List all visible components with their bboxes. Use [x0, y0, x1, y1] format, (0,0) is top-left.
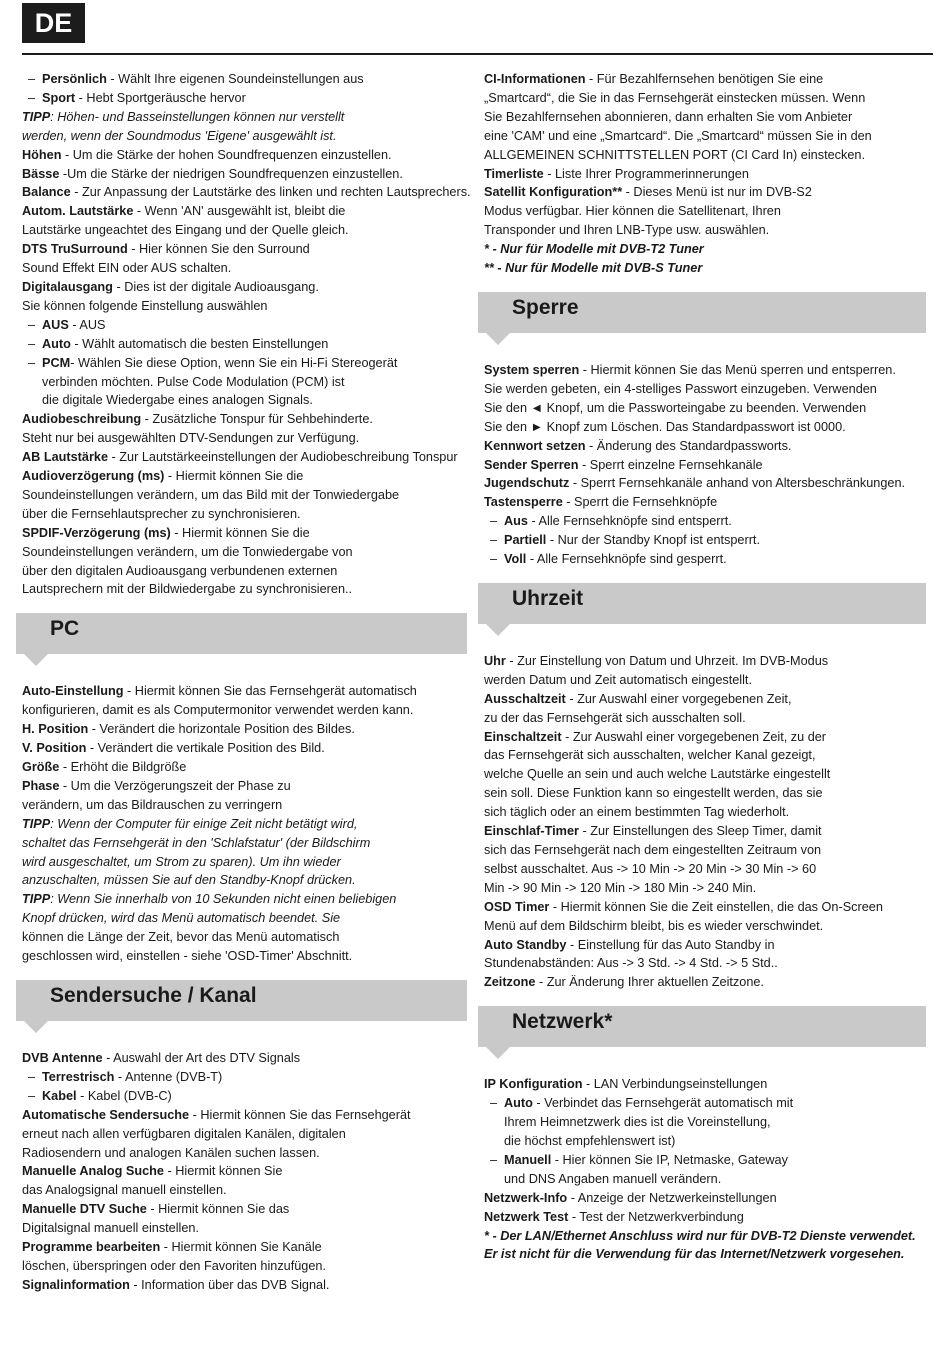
text-line: Autom. Lautstärke - Wenn 'AN' ausgewählt ist, bleibt die — [22, 204, 346, 219]
text-line: Einschlaf-Timer - Zur Einstellungen des Sleep Timer, damit — [484, 824, 822, 839]
footnote: ** - Nur für Modelle mit DVB-S Tuner — [484, 261, 703, 276]
term-label: Terrestrisch — [42, 1069, 115, 1084]
text-line: Bässe -Um die Stärke der niedrigen Soundfrequenzen einzustellen. — [22, 166, 403, 181]
section-title: Netzwerk* — [512, 1010, 613, 1034]
tip-text: TIPP: Höhen- und Basseinstellungen können nur verstellt — [22, 109, 345, 124]
text-line: H. Position - Verändert die horizontale Position des Bildes. — [22, 722, 355, 737]
term-label: DVB Antenne — [22, 1050, 103, 1065]
text-line: Auto-Einstellung - Hiermit können Sie das Fernsehgerät automatisch — [22, 684, 417, 699]
text-line: Soundeinstellungen verändern, um das Bild mit der Tonwiedergabe — [22, 487, 400, 502]
text-line: Lautstärke ungeachtet des Eingang und der Quelle gleich. — [22, 223, 349, 238]
term-label: Autom. Lautstärke — [22, 204, 134, 219]
text-line: Sie können folgende Einstellung auswählen — [22, 298, 268, 313]
text-line: Stundenabständen: Aus -> 3 Std. -> 4 Std. -> 5 Std.. — [484, 956, 778, 971]
text-line: CI-Informationen - Für Bezahlfernsehen benötigen Sie eine — [484, 72, 824, 86]
uhrzeit-list — [484, 652, 926, 992]
term-label: Höhen — [22, 147, 62, 162]
ci-list — [484, 70, 926, 278]
term-label: Timerliste — [484, 166, 544, 181]
text-line: V. Position - Verändert die vertikale Position des Bild. — [22, 741, 325, 756]
tip-text: schaltet das Fernsehgerät in den 'Schlafstatur' (der Bildschirm — [22, 835, 371, 850]
text-line: Kennwort setzen - Änderung des Standardpassworts. — [484, 438, 792, 453]
term-label: Manuelle DTV Suche — [22, 1202, 147, 1217]
term-label: Auto-Einstellung — [22, 684, 124, 699]
text-line: Netzwerk-Info - Anzeige der Netzwerkeinstellungen — [484, 1190, 777, 1205]
text-line: DTS TruSurround - Hier können Sie den Surround — [22, 242, 310, 257]
text-line: das Fernsehgerät sich ausschalten, welcher Kanal gezeigt, — [484, 748, 816, 763]
term-label: PCM — [42, 355, 71, 370]
left-column — [22, 70, 471, 1295]
text-line: eine 'CAM' und eine „Smartcard“. Die „Smartcard“ müssen Sie in den — [484, 128, 872, 143]
text-line: und DNS Angaben manuell verändern. — [504, 1171, 722, 1186]
sub-item: – Terrestrisch - Antenne (DVB-T) — [22, 1068, 467, 1087]
sub-item: – Aus - Alle Fernsehknöpfe sind entsperrt. — [484, 512, 926, 531]
text-line: Automatische Sendersuche - Hiermit können Sie das Fernsehgerät — [22, 1107, 411, 1122]
term-label: Balance — [22, 185, 71, 200]
text-line: Sound Effekt EIN oder AUS schalten. — [22, 261, 232, 276]
term-label: OSD Timer — [484, 899, 550, 914]
text-line: zu der das Fernsehgerät sich ausschalten soll. — [484, 710, 746, 725]
text-line: welche Quelle an sein und auch welche Lautstärke eingestellt — [484, 767, 831, 782]
text-line: sich das Fernsehgerät nach dem eingestellten Zeitraum von — [484, 843, 822, 857]
term-label: Persönlich — [42, 72, 107, 86]
tip-text: werden, wenn der Soundmodus 'Eigene' ausgewählt ist. — [22, 128, 337, 143]
text-line: Manuelle Analog Suche - Hiermit können Sie — [22, 1164, 283, 1179]
text-line: geschlossen wird, einstellen - siehe 'OSD-Timer' Abschnitt. — [22, 949, 353, 964]
tip-text: TIPP: Wenn der Computer für einige Zeit nicht betätigt wird, — [22, 816, 358, 831]
text-line: Satellit Konfiguration** - Dieses Menü ist nur im DVB-S2 — [484, 185, 812, 200]
term-label: AB Lautstärke — [22, 450, 109, 465]
text-line: Sie werden gebeten, ein 4-stelliges Passwort einzugeben. Verwenden — [484, 381, 877, 396]
text-line: IP Konfiguration - LAN Verbindungseinstellungen — [484, 1077, 768, 1092]
text-line: SPDIF-Verzögerung (ms) - Hiermit können Sie die — [22, 525, 310, 540]
term-label: Kabel — [42, 1088, 77, 1103]
term-label: Einschaltzeit — [484, 729, 562, 744]
term-label: Signalinformation — [22, 1277, 130, 1292]
text-line: Ausschaltzeit - Zur Auswahl einer vorgegebenen Zeit, — [484, 691, 792, 706]
text-line: Jugendschutz - Sperrt Fernsehkanäle anhand von Altersbeschränkungen. — [484, 476, 906, 491]
term-label: Digitalausgang — [22, 279, 113, 294]
term-label: Ausschaltzeit — [484, 691, 566, 706]
netzwerk-list — [484, 1075, 926, 1264]
text-line: Sender Sperren - Sperrt einzelne Fernsehkanäle — [484, 457, 763, 472]
text-line: können die Länge der Zeit, bevor das Menü automatisch — [22, 930, 340, 945]
term-label: Netzwerk Test — [484, 1209, 569, 1224]
term-label: CI-Informationen — [484, 72, 586, 86]
text-line: Digitalsignal manuell einstellen. — [22, 1221, 200, 1236]
sub-item: – Auto - Wählt automatisch die besten Einstellungen — [22, 335, 467, 354]
section-title: Sperre — [512, 295, 579, 319]
term-label: Einschlaf-Timer — [484, 824, 579, 839]
footnote: * - Der LAN/Ethernet Anschluss wird nur für DVB-T2 Dienste verwendet. — [484, 1228, 916, 1243]
text-line: über die Fernsehlautsprecher zu synchronisieren. — [22, 506, 301, 521]
term-label: H. Position — [22, 722, 89, 737]
tip-text: TIPP: Wenn Sie innerhalb von 10 Sekunden nicht einen beliebigen — [22, 892, 397, 907]
section-title: Sendersuche / Kanal — [50, 983, 257, 1007]
section-header-pc — [16, 613, 467, 654]
section-header-uhrzeit — [478, 583, 926, 624]
text-line: Audioverzögerung (ms) - Hiermit können Sie die — [22, 469, 304, 484]
text-line: Audiobeschreibung - Zusätzliche Tonspur für Sehbehinderte. — [22, 412, 373, 427]
text-line: werden Datum und Zeit automatisch eingestellt. — [484, 672, 752, 687]
text-line: sein soll. Diese Funktion kann so eingestellt werden, das sie — [484, 786, 823, 801]
sub-item: – Auto - Verbindet das Fernsehgerät automatisch mit — [484, 1094, 926, 1113]
term-label: DTS TruSurround — [22, 242, 128, 257]
tip-text: anzuschalten, müssen Sie auf den Standby-Knopf drücken. — [22, 873, 356, 888]
right-column — [484, 70, 926, 1264]
text-line: erneut nach allen verfügbaren digitalen Kanälen, digitalen — [22, 1126, 346, 1141]
pc-list — [22, 682, 467, 966]
text-line: Modus verfügbar. Hier können die Satellitenart, Ihren — [484, 204, 781, 219]
term-label: Sender Sperren — [484, 457, 579, 472]
term-label: Auto Standby — [484, 937, 567, 952]
sub-item: – Voll - Alle Fernsehknöpfe sind gesperrt. — [484, 550, 926, 569]
tip-text: Knopf drücken, wird das Menü automatisch beendet. Sie — [22, 911, 341, 926]
section-title: Uhrzeit — [512, 586, 584, 610]
text-line: Größe - Erhöht die Bildgröße — [22, 760, 187, 774]
text-line: Sie den ► Knopf zum Löschen. Das Standardpasswort ist 0000. — [484, 419, 846, 434]
text-line: System sperren - Hiermit können Sie das Menü sperren und entsperren. — [484, 362, 896, 377]
section-title: PC — [50, 617, 80, 641]
text-line: Höhen - Um die Stärke der hohen Soundfrequenzen einzustellen. — [22, 147, 392, 162]
text-line: Min -> 90 Min -> 120 Min -> 180 Min -> 240 Min. — [484, 880, 757, 895]
text-line: die höchst empfehlenswert ist) — [504, 1133, 676, 1148]
term-label: Zeitzone — [484, 975, 536, 990]
section-header-kanal — [16, 980, 467, 1021]
sub-item: – PCM- Wählen Sie diese Option, wenn Sie ein Hi-Fi Stereogerät — [22, 354, 467, 373]
text-line: Programme bearbeiten - Hiermit können Sie Kanäle — [22, 1240, 322, 1255]
term-label: Automatische Sendersuche — [22, 1107, 190, 1122]
text-line: OSD Timer - Hiermit können Sie die Zeit einstellen, die das On-Screen — [484, 899, 883, 914]
footnote: * - Nur für Modelle mit DVB-T2 Tuner — [484, 242, 704, 257]
term-label: Satellit Konfiguration** — [484, 185, 623, 200]
section-header-netzwerk — [478, 1006, 926, 1047]
term-label: Tastensperre — [484, 495, 563, 510]
text-line: DVB Antenne - Auswahl der Art des DTV Signals — [22, 1050, 301, 1065]
kanal-list — [22, 1049, 467, 1295]
term-label: Programme bearbeiten — [22, 1240, 161, 1255]
sub-item: – Partiell - Nur der Standby Knopf ist entsperrt. — [484, 531, 926, 550]
text-line: AB Lautstärke - Zur Lautstärkeeinstellungen der Audiobeschreibung Tonspur — [22, 450, 458, 465]
section-header-sperre — [478, 292, 926, 333]
text-line: Timerliste - Liste Ihrer Programmerinnerungen — [484, 166, 749, 181]
text-line: Digitalausgang - Dies ist der digitale Audioausgang. — [22, 279, 319, 294]
term-label: Auto — [42, 336, 71, 351]
term-label: Sport — [42, 90, 76, 105]
text-line: Radiosendern und analogen Kanälen suchen lassen. — [22, 1145, 320, 1160]
text-line: Manuelle DTV Suche - Hiermit können Sie das — [22, 1202, 290, 1217]
term-label: TIPP — [22, 109, 51, 124]
text-line: Soundeinstellungen verändern, um die Tonwiedergabe von — [22, 544, 353, 559]
language-badge: DE — [22, 3, 85, 43]
term-label: Größe — [22, 760, 60, 774]
term-label: Manuelle Analog Suche — [22, 1164, 164, 1179]
text-line: Auto Standby - Einstellung für das Auto Standby in — [484, 937, 775, 952]
text-line: Lautsprechern mit der Bildwiedergabe zu synchronisieren.. — [22, 582, 353, 597]
sub-item: – Manuell - Hier können Sie IP, Netmaske, Gateway — [484, 1151, 926, 1170]
term-label: AUS — [42, 317, 69, 332]
text-line: Netzwerk Test - Test der Netzwerkverbindung — [484, 1209, 744, 1224]
text-line: Steht nur bei ausgewählten DTV-Sendungen zur Verfügung. — [22, 431, 360, 446]
sub-item: – Kabel - Kabel (DVB-C) — [22, 1087, 467, 1106]
text-line: „Smartcard“, die Sie in das Fernsehgerät einstecken müssen. Wenn — [484, 90, 866, 105]
term-label: TIPP — [22, 892, 51, 907]
text-line: Sie den ◄ Knopf, um die Passworteingabe zu beenden. Verwenden — [484, 400, 867, 415]
term-label: Aus — [504, 514, 528, 529]
term-label: Kennwort setzen — [484, 438, 586, 453]
text-line: das Analogsignal manuell einstellen. — [22, 1183, 227, 1198]
text-line: konfigurieren, damit es als Computermonitor verwendet werden kann. — [22, 703, 414, 718]
term-label: Partiell — [504, 533, 547, 548]
term-label: Jugendschutz — [484, 476, 570, 491]
term-label: Audiobeschreibung — [22, 412, 142, 427]
term-label: IP Konfiguration — [484, 1077, 583, 1092]
text-line: Uhr - Zur Einstellung von Datum und Uhrzeit. Im DVB-Modus — [484, 653, 829, 668]
term-label: Uhr — [484, 653, 506, 668]
text-line: sich täglich oder an einem bestimmten Tag wiederholt. — [484, 805, 790, 820]
text-line: verbinden möchten. Pulse Code Modulation (PCM) ist — [42, 374, 345, 389]
sperre-list — [484, 361, 926, 569]
sub-item: – AUS - AUS — [22, 316, 467, 335]
term-label: Manuell — [504, 1152, 552, 1167]
term-label: System sperren — [484, 362, 580, 377]
footnote: Er ist nicht für die Verwendung für das Internet/Netzwerk vorgesehen. — [484, 1247, 905, 1262]
tip-text: wird ausgeschaltet, um Strom zu sparen). Um ihn wieder — [22, 854, 341, 869]
text-line: Tastensperre - Sperrt die Fernsehknöpfe — [484, 495, 718, 510]
text-line: Sie Bezahlfernsehen abonnieren, dann erhalten Sie vom Anbieter — [484, 109, 853, 124]
sound-list — [22, 70, 471, 599]
text-line: Ihrem Heimnetzwerk dies ist die Voreinstellung, — [504, 1115, 771, 1130]
text-line: Zeitzone - Zur Änderung Ihrer aktuellen Zeitzone. — [484, 975, 764, 990]
term-label: V. Position — [22, 741, 87, 756]
term-label: Auto — [504, 1096, 533, 1111]
sub-item: – Sport - Hebt Sportgeräusche hervor — [22, 89, 467, 108]
text-line: über den digitalen Audioausgang verbundenen externen — [22, 563, 338, 578]
text-line: Signalinformation - Information über das DVB Signal. — [22, 1277, 330, 1292]
term-label: Audioverzögerung (ms) — [22, 469, 165, 484]
term-label: Voll — [504, 552, 527, 567]
header-rule — [22, 53, 933, 55]
text-line: selbst ausschaltet. Aus -> 10 Min -> 20 Min -> 30 Min -> 60 — [484, 861, 817, 876]
term-label: Netzwerk-Info — [484, 1190, 568, 1205]
text-line: Einschaltzeit - Zur Auswahl einer vorgegebenen Zeit, zu der — [484, 729, 827, 744]
text-line: löschen, überspringen oder den Favoriten hinzufügen. — [22, 1258, 326, 1273]
text-line: Phase - Um die Verzögerungszeit der Phase zu — [22, 778, 291, 793]
term-label: Phase — [22, 778, 60, 793]
term-label: SPDIF-Verzögerung (ms) — [22, 525, 171, 540]
text-line: Menü auf dem Bildschirm bleibt, bis es wieder verschwindet. — [484, 918, 824, 933]
sub-item: – Persönlich - Wählt Ihre eigenen Soundeinstellungen aus — [22, 70, 467, 89]
term-label: Bässe — [22, 166, 60, 181]
text-line: verändern, um das Bildrauschen zu verringern — [22, 797, 283, 812]
text-line: Transponder und Ihren LNB-Type usw. auswählen. — [484, 223, 770, 238]
term-label: TIPP — [22, 816, 51, 831]
text-line: ALLGEMEINEN SCHNITTSTELLEN PORT (CI Card In) einstecken. — [484, 147, 865, 162]
text-line: die digitale Wiedergabe eines analogen Signals. — [42, 393, 313, 408]
text-line: Balance - Zur Anpassung der Lautstärke des linken und rechten Lautsprechers. — [22, 185, 471, 200]
